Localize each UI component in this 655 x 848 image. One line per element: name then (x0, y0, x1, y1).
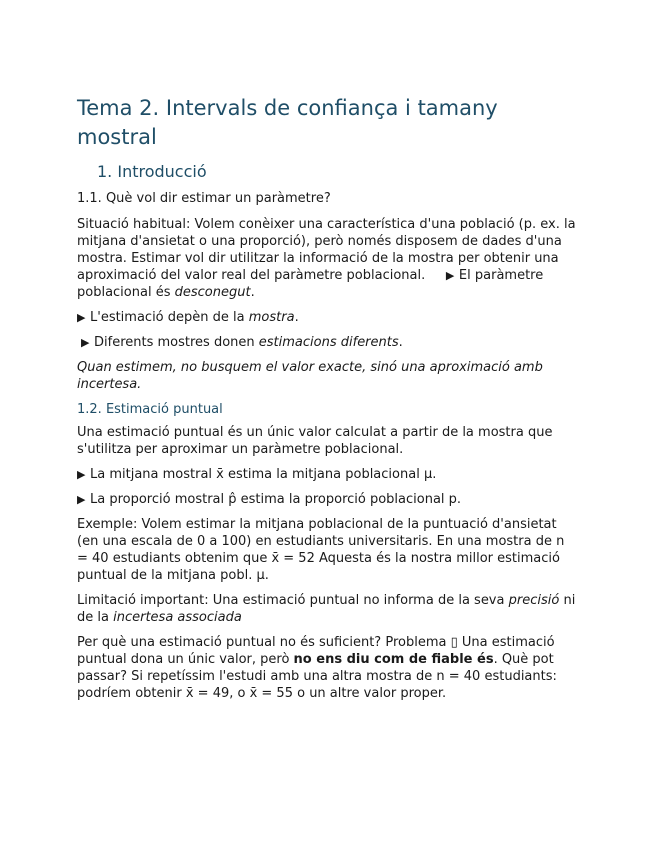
document-title: Tema 2. Intervals de confiança i tamany mostral (77, 96, 498, 149)
paragraph-text: . Què pot passar? Si repetíssim l'estudi amb una altra mostra de n = 40 estudiants: podríem obtenir x̄ = 49, o x̄ = 55 o un altre valor proper. (77, 652, 557, 701)
bullet-text: La proporció mostral p̂ estima la proporció poblacional p. (90, 492, 462, 507)
paragraph-definition: Una estimació puntual és un únic valor calculat a partir de la mostra que s'utilitza per aproximar un paràmetre poblacional. (77, 425, 553, 457)
section-heading-introduccio: 1. Introducció (97, 162, 207, 181)
punctuation: . (398, 335, 403, 350)
paragraph-example: Exemple: Volem estimar la mitjana poblacional de la puntuació d'ansietat (en una escala de 0 a 100) en estudiants universitaris. En una mostra de n = 40 estudiants obtenim que x̄ = 52 Aquesta és la nostra millor estimació puntual de la mitjana pobl. μ. (77, 517, 565, 583)
subsection-heading-estimacio-puntual: 1.2. Estimació puntual (77, 402, 223, 417)
paragraph-text: Situació habitual: Volem conèixer una característica d'una població (p. ex. la mitjana d'ansietat o una proporció), però només disposem de dades d'una mostra. Estimar vol dir utilitzar la informació de la mostra per obtenir una aproximació del valor real del paràmetre poblacional. (77, 217, 576, 283)
paragraph-text: El paràmetre poblacional és (77, 268, 544, 300)
emphasis-text: estimacions diferents (258, 335, 399, 350)
bullet-text: La mitjana mostral x̄ estima la mitjana poblacional μ. (90, 467, 437, 482)
paragraph-text: ni de la (77, 593, 576, 625)
triangle-bullet-icon: ▶ (77, 468, 86, 481)
triangle-bullet-icon: ▶ (77, 311, 86, 324)
triangle-bullet-icon: ▶ (77, 493, 86, 506)
paragraph-why (77, 634, 577, 702)
emphasis-text: incertesa associada (113, 610, 242, 625)
emphasis-text: precisió (508, 593, 560, 608)
emphasis-text: Quan estimem, no busquem el valor exacte, sinó una aproximació amb incertesa. (77, 360, 543, 392)
emphasis-text: mostra (248, 310, 295, 325)
paragraph-text: Per què una estimació puntual no és suficient? Problema ▯ Una estimació puntual dona un únic valor, però (77, 635, 555, 667)
subsection-question: 1.1. Què vol dir estimar un paràmetre? (77, 191, 331, 206)
bold-text: no ens diu com de fiable és (293, 652, 494, 667)
paragraph-limitation (77, 592, 577, 626)
bullet-estimacio-mostra (77, 309, 577, 326)
bullet-diferents-mostres (77, 334, 577, 351)
document-page (77, 94, 577, 710)
emphasis-text: desconegut (174, 285, 251, 300)
paragraph-text: Limitació important: Una estimació puntual no informa de la seva (77, 593, 505, 608)
conclusion-italic (77, 359, 577, 393)
paragraph-situacio-habitual (77, 216, 577, 301)
punctuation: . (250, 285, 255, 300)
bullet-proporcio (77, 491, 577, 508)
bullet-text: L'estimació depèn de la (90, 310, 245, 325)
bullet-mitjana (77, 466, 577, 483)
bullet-text: Diferents mostres donen (94, 335, 255, 350)
triangle-bullet-icon: ▶ (445, 269, 455, 282)
punctuation: . (294, 310, 299, 325)
triangle-bullet-icon: ▶ (81, 336, 90, 349)
